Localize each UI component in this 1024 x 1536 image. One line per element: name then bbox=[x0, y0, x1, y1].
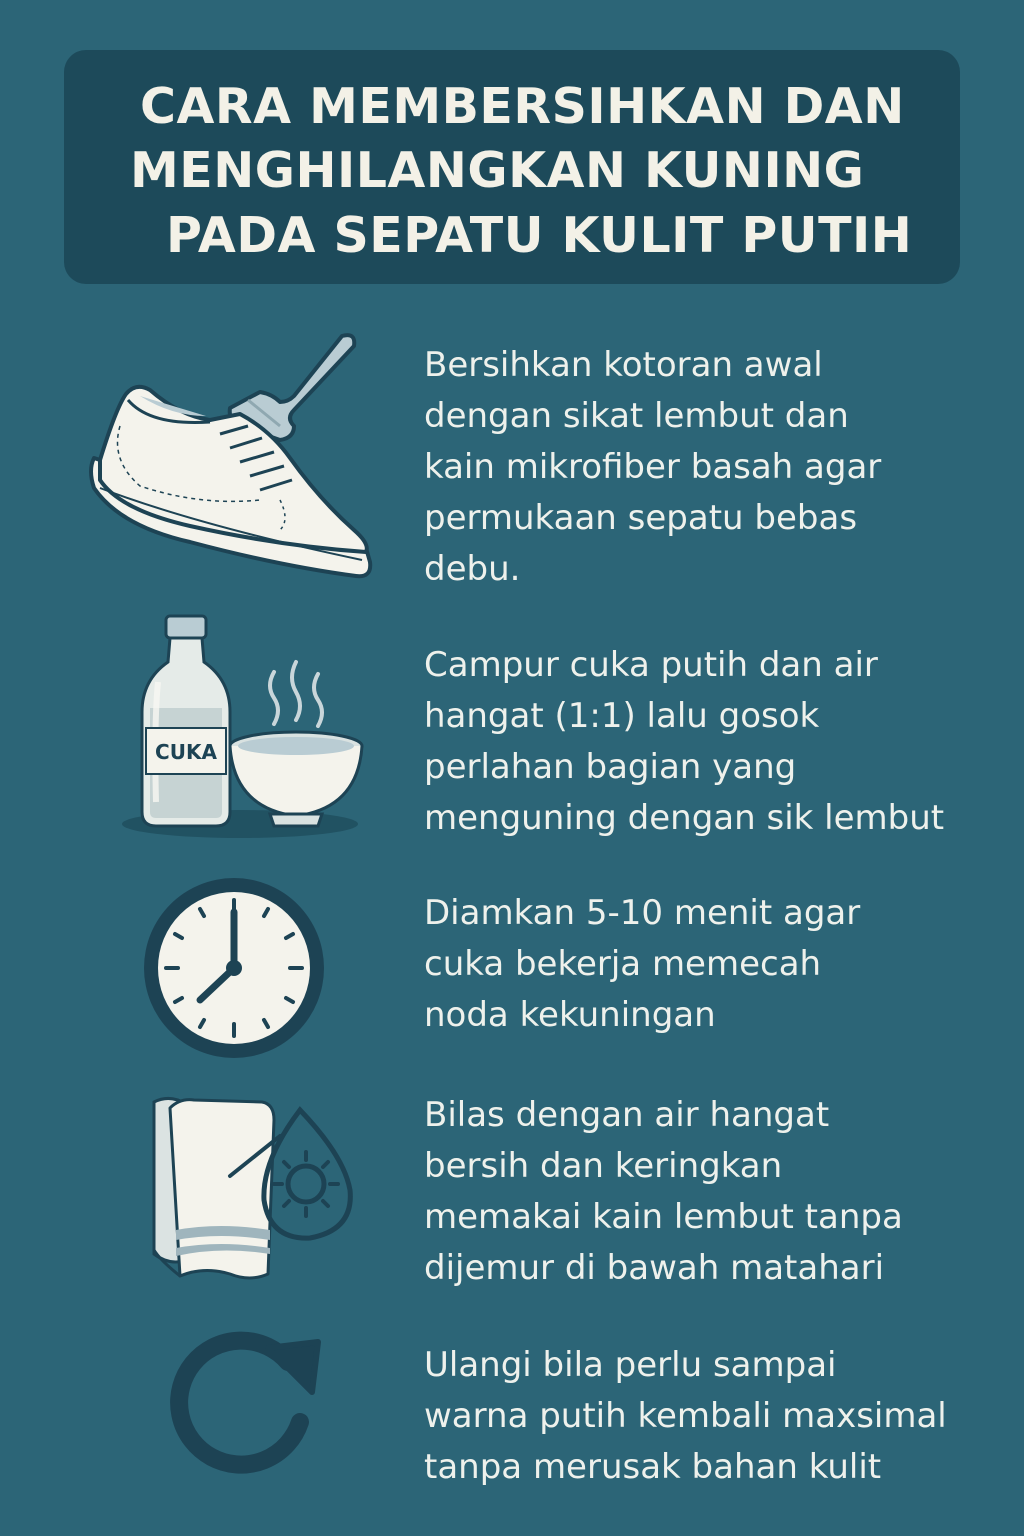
step-4-line: Bilas dengan air hangat bbox=[424, 1095, 830, 1135]
title-line-3: PADA SEPATU KULIT PUTIH bbox=[166, 207, 913, 264]
step-2 bbox=[0, 612, 1024, 852]
step-4-line: memakai kain lembut tanpa bbox=[424, 1197, 903, 1237]
clock-icon bbox=[136, 872, 332, 1068]
step-2-line: hangat (1:1) lalu gosok bbox=[424, 696, 820, 736]
bottle-label: CUKA bbox=[155, 740, 217, 764]
step-1-line: debu. bbox=[424, 549, 521, 589]
step-3-text bbox=[424, 888, 1014, 1041]
repeat-icon bbox=[150, 1320, 330, 1480]
step-5-line: warna putih kembali maxsimal bbox=[424, 1396, 947, 1436]
title-banner bbox=[64, 50, 960, 284]
step-2-text bbox=[424, 640, 1014, 844]
step-1-text bbox=[424, 340, 1014, 595]
step-1-line: Bersihkan kotoran awal bbox=[424, 345, 823, 385]
step-1-line: kain mikrofiber basah agar bbox=[424, 447, 882, 487]
title-line-1: CARA MEMBERSIHKAN DAN bbox=[140, 78, 905, 135]
step-2-line: menguning dengan sik lembut bbox=[424, 798, 945, 838]
towel-no-sun-icon bbox=[130, 1090, 370, 1290]
shoe-brush-icon bbox=[80, 330, 380, 590]
step-1-line: permukaan sepatu bebas bbox=[424, 498, 858, 538]
step-3 bbox=[0, 872, 1024, 1072]
step-2-line: Campur cuka putih dan air bbox=[424, 645, 878, 685]
step-3-line: noda kekuningan bbox=[424, 995, 716, 1035]
step-5 bbox=[0, 1320, 1024, 1520]
step-5-line: Ulangi bila perlu sampai bbox=[424, 1345, 837, 1385]
step-3-line: cuka bekerja memecah bbox=[424, 944, 822, 984]
step-4-line: dijemur di bawah matahari bbox=[424, 1248, 885, 1288]
vinegar-bowl-icon bbox=[120, 612, 380, 842]
step-1-line: dengan sikat lembut dan bbox=[424, 396, 849, 436]
title-line-2: MENGHILANGKAN KUNING bbox=[130, 142, 865, 199]
step-4-line: bersih dan keringkan bbox=[424, 1146, 783, 1186]
step-5-line: tanpa merusak bahan kulit bbox=[424, 1447, 882, 1487]
step-4-text bbox=[424, 1090, 1014, 1294]
step-2-line: perlahan bagian yang bbox=[424, 747, 797, 787]
step-1 bbox=[0, 330, 1024, 590]
step-5-text bbox=[424, 1340, 1014, 1493]
step-4 bbox=[0, 1090, 1024, 1310]
step-3-line: Diamkan 5-10 menit agar bbox=[424, 893, 861, 933]
